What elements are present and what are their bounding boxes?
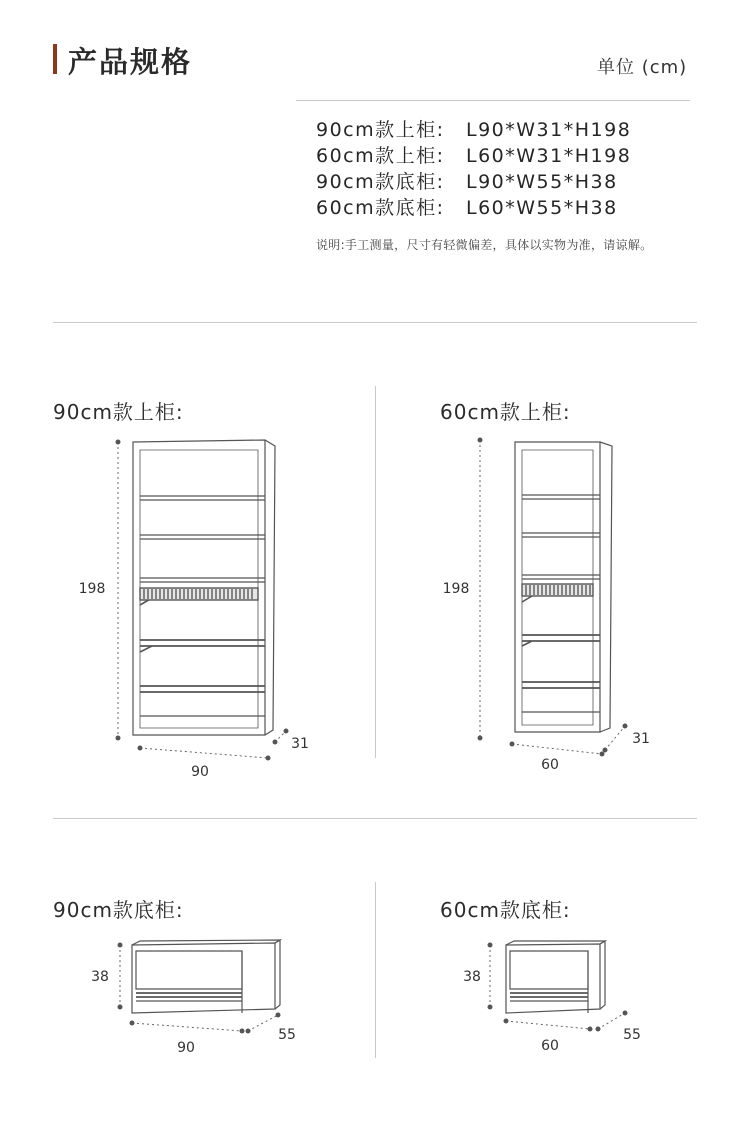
- spec-row: 90cm款上柜: L90*W31*H198: [316, 119, 632, 141]
- section-divider: [53, 322, 697, 323]
- section-divider: [53, 818, 697, 819]
- measurement-note: 说明:手工测量，尺寸有轻微偏差，具体以实物为准，请谅解。: [316, 238, 653, 252]
- base-90-depth: 55: [278, 1027, 296, 1043]
- spec-row: 90cm款底柜: L90*W55*H38: [316, 171, 618, 193]
- column-divider: [375, 882, 376, 1058]
- upper-90-width: 90: [191, 764, 209, 780]
- upper-60-drawing: [442, 430, 670, 780]
- base-90-width: 90: [177, 1040, 195, 1056]
- header-divider: [296, 100, 690, 101]
- spec-row: 60cm款上柜: L60*W31*H198: [316, 145, 632, 167]
- upper-90-height: 198: [78, 581, 106, 597]
- spec-list: [316, 117, 631, 221]
- upper-90-depth: 31: [291, 736, 309, 752]
- upper-90-label: 90cm款上柜:: [53, 400, 184, 424]
- base-60-drawing: [460, 935, 670, 1060]
- upper-60-height: 198: [442, 581, 470, 597]
- spec-row: 60cm款底柜: L60*W55*H38: [316, 197, 618, 219]
- page-title: 产品规格: [68, 45, 193, 79]
- upper-60-depth: 31: [632, 731, 650, 747]
- base-60-height: 38: [463, 969, 481, 985]
- base-90-height: 38: [91, 969, 109, 985]
- base-90-drawing: [70, 935, 310, 1060]
- upper-90-drawing: [60, 430, 310, 780]
- base-60-label: 60cm款底柜:: [440, 898, 571, 922]
- upper-60-width: 60: [541, 757, 559, 773]
- upper-60-label: 60cm款上柜:: [440, 400, 571, 424]
- title-accent-bar: [53, 44, 57, 74]
- base-90-label: 90cm款底柜:: [53, 898, 184, 922]
- unit-label: 单位 (cm): [597, 57, 688, 78]
- column-divider: [375, 386, 376, 758]
- base-60-depth: 55: [623, 1027, 641, 1043]
- base-60-width: 60: [541, 1038, 559, 1054]
